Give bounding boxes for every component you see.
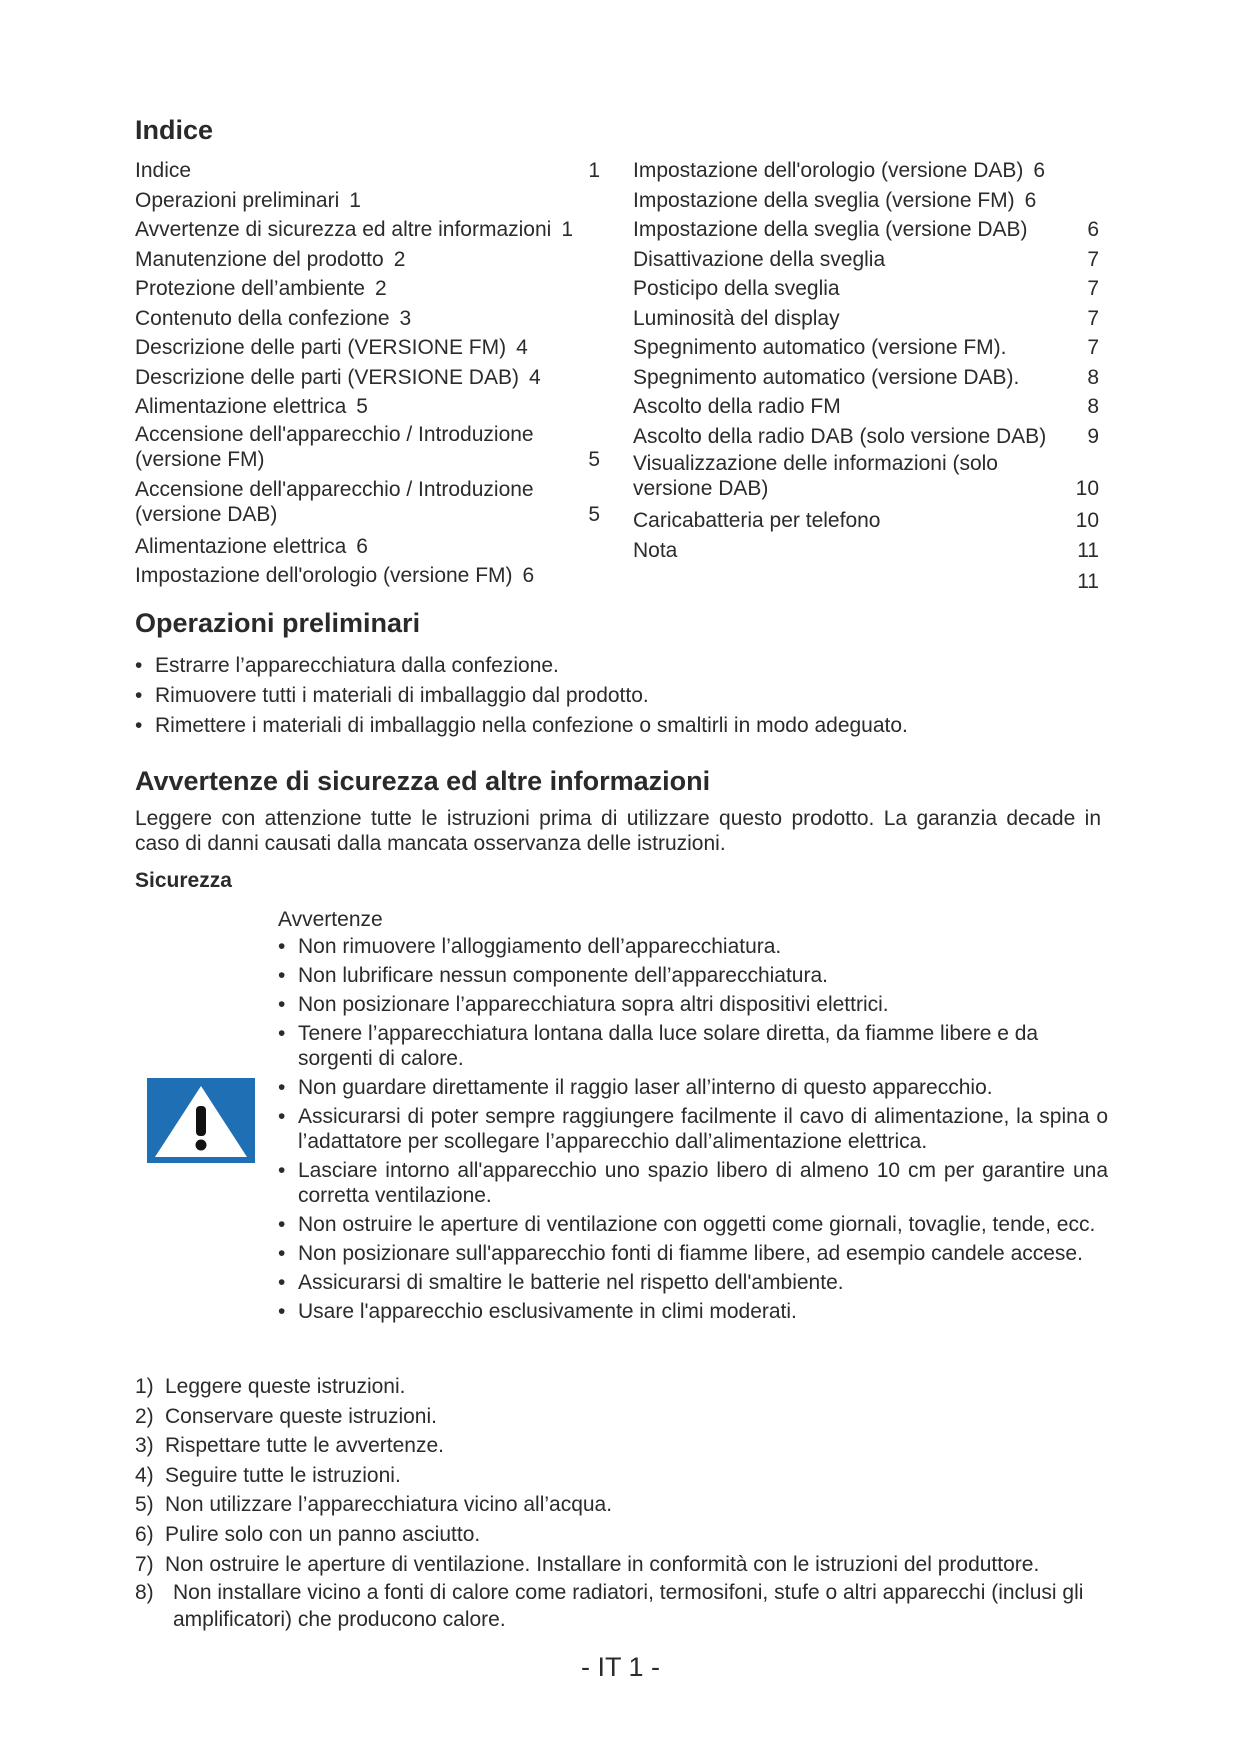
toc-entry-page: 4: [516, 336, 528, 359]
toc-entry-page: 1: [588, 159, 600, 182]
toc-entry-label: Visualizzazione delle informazioni (solo versione DAB): [633, 452, 998, 500]
instruction-number: 5): [135, 1493, 154, 1517]
instruction-item: [135, 1550, 1105, 1580]
toc-entry[interactable]: [135, 422, 600, 477]
warning-item: • Non ostruire le aperture di ventilazione con oggetti come giornali, tovaglie, tende, ecc.: [278, 1212, 1108, 1237]
toc-right-column: [633, 156, 1099, 593]
instruction-text: Pulire solo con un panno asciutto.: [165, 1522, 481, 1546]
warning-item: • Non posizionare l’apparecchiatura sopra altri dispositivi elettrici.: [278, 992, 1108, 1017]
toc-entry[interactable]: [135, 363, 600, 393]
toc-entry-page: 8: [1087, 395, 1099, 418]
toc-entry-page: 6: [1024, 188, 1037, 212]
toc-entry[interactable]: [135, 477, 600, 532]
toc-entry-page: 5: [588, 447, 600, 471]
toc-entry-label: Spegnimento automatico (versione DAB).: [633, 365, 1020, 389]
toc-entry-label: Operazioni preliminari: [135, 188, 340, 212]
toc-entry-page: 6: [1033, 159, 1046, 182]
prelim-item: • Rimuovere tutti i materiali di imballaggio dal prodotto.: [135, 681, 1095, 711]
toc-entry-label: Disattivazione della sveglia: [633, 247, 886, 271]
toc-entry-page: 1: [561, 218, 573, 241]
toc-entry-label: Avvertenze di sicurezza ed altre informazioni: [135, 218, 552, 241]
warning-item: • Usare l'apparecchio esclusivamente in climi moderati.: [278, 1299, 1108, 1324]
toc-entry[interactable]: [633, 536, 1099, 566]
toc-entry-page: 2: [393, 247, 406, 271]
prelim-item: • Rimettere i materiali di imballaggio nella confezione o smaltirli in modo adeguato.: [135, 711, 1095, 741]
instruction-text: Seguire tutte le istruzioni.: [165, 1463, 401, 1487]
instruction-item: [135, 1402, 1105, 1432]
warning-item: • Non lubrificare nessun componente dell’apparecchiatura.: [278, 963, 1108, 988]
page-number: - IT 1 -: [580, 1652, 660, 1682]
toc-entry-page: 3: [399, 306, 412, 330]
toc-entry-label: Nota: [633, 538, 678, 562]
prelim-item: • Estrarre l’apparecchiatura dalla confezione.: [135, 651, 1095, 681]
instruction-item: [135, 1461, 1105, 1491]
toc-entry[interactable]: [633, 186, 1099, 216]
instruction-text: Leggere queste istruzioni.: [165, 1375, 406, 1398]
toc-entry-label: Protezione dell’ambiente: [135, 277, 365, 300]
toc-entry[interactable]: [135, 245, 600, 275]
instruction-item: [135, 1490, 1105, 1520]
toc-entry[interactable]: [135, 215, 600, 245]
instruction-item: [135, 1431, 1105, 1461]
toc-entry-label: Accensione dell'apparecchio / Introduzione (versione FM): [135, 422, 534, 471]
instruction-number: 1): [135, 1375, 154, 1398]
toc-entry[interactable]: [633, 245, 1099, 275]
toc-entry[interactable]: [633, 304, 1099, 334]
instruction-text: Non ostruire le aperture di ventilazione. Installare in conformità con le istruzioni del produttore.: [165, 1552, 1040, 1576]
toc-entry-label: Impostazione dell'orologio (versione FM): [135, 564, 513, 587]
toc-entry[interactable]: [135, 304, 600, 334]
warning-item: • Tenere l’apparecchiatura lontana dalla luce solare diretta, da fiamme libere e da sorgenti di calore.: [278, 1021, 1108, 1071]
toc-entry[interactable]: [633, 215, 1099, 245]
safety-title: Avvertenze di sicurezza ed altre informazioni: [135, 766, 711, 796]
instruction-text: Rispettare tutte le avvertenze.: [165, 1434, 444, 1458]
warnings-list: [278, 934, 1108, 1324]
toc-entry-label: Posticipo della sveglia: [633, 277, 840, 300]
toc-entry[interactable]: [633, 333, 1099, 363]
toc-entry-label: Contenuto della confezione: [135, 306, 390, 330]
instructions-list: [135, 1372, 1105, 1633]
toc-entry[interactable]: [135, 156, 600, 186]
toc-entry[interactable]: [633, 274, 1099, 304]
warning-item: • Lasciare intorno all'apparecchio uno spazio libero di almeno 10 cm per garantire una corretta ventilazione.: [278, 1158, 1108, 1208]
safety-intro: Leggere con attenzione tutte le istruzioni prima di utilizzare questo prodotto. La garanzia decade in caso di danni causati dalla mancata osservanza delle istruzioni.: [135, 807, 1101, 855]
toc-entry-page: 4: [528, 365, 541, 389]
toc-entry-label: Alimentazione elettrica: [135, 534, 347, 558]
warning-item: • Non rimuovere l’alloggiamento dell’apparecchiatura.: [278, 934, 1108, 959]
toc-entry[interactable]: [135, 274, 600, 304]
toc-entry-label: Alimentazione elettrica: [135, 395, 347, 418]
toc-entry-label: Manutenzione del prodotto: [135, 247, 384, 271]
toc-entry-page: 6: [522, 564, 535, 587]
instruction-text: Conservare queste istruzioni.: [165, 1404, 437, 1428]
toc-entry-page: 7: [1087, 277, 1099, 300]
toc-entry-label: Luminosità del display: [633, 306, 840, 330]
toc-entry-label: Caricabatteria per telefono: [633, 509, 881, 532]
toc-entry-page: 6: [1087, 218, 1099, 241]
warning-item: • Non guardare direttamente il raggio laser all’interno di questo apparecchio.: [278, 1075, 1108, 1100]
toc-entry-label: Spegnimento automatico (versione FM).: [633, 336, 1007, 359]
toc-entry-label: Indice: [135, 159, 192, 182]
warning-item: • Assicurarsi di smaltire le batterie nel rispetto dell'ambiente.: [278, 1270, 1108, 1295]
toc-entry[interactable]: [633, 392, 1099, 422]
toc-entry-label: Impostazione della sveglia (versione DAB): [633, 218, 1028, 241]
instruction-item: [135, 1579, 1105, 1633]
instruction-number: 4): [135, 1463, 154, 1487]
warnings-block: [278, 905, 1108, 1328]
warning-item: • Assicurarsi di poter sempre raggiungere facilmente il cavo di alimentazione, la spina o l’adattatore per scollegare l’apparecchio dall’alimentazione elettrica.: [278, 1104, 1108, 1154]
toc-entry-label: Impostazione della sveglia (versione FM): [633, 188, 1015, 212]
toc-entry[interactable]: [633, 156, 1099, 186]
toc-entry-page: 2: [374, 277, 387, 300]
toc-entry[interactable]: [135, 561, 600, 591]
toc-left-column: [135, 156, 600, 591]
toc-entry-page: 6: [356, 534, 368, 558]
prelim-title: Operazioni preliminari: [135, 608, 421, 638]
warnings-title: Avvertenze: [278, 908, 383, 931]
instruction-number: 8): [135, 1581, 154, 1605]
toc-entry-page: 1: [349, 188, 361, 212]
toc-entry-page: 10: [1075, 509, 1099, 532]
toc-entry-page: 9: [1087, 424, 1099, 448]
toc-entry-page: 7: [1087, 247, 1099, 271]
instruction-number: 6): [135, 1522, 154, 1546]
toc-entry-page: 11: [1077, 570, 1099, 593]
toc-entry[interactable]: [633, 422, 1099, 452]
toc-entry-label: Descrizione delle parti (VERSIONE FM): [135, 336, 507, 359]
instruction-number: 3): [135, 1434, 154, 1458]
instruction-item: [135, 1520, 1105, 1550]
toc-entry[interactable]: [633, 451, 1099, 506]
toc-entry-page: 5: [356, 395, 368, 418]
toc-entry-page: 11: [1077, 538, 1099, 562]
instruction-text: Non utilizzare l’apparecchiatura vicino all’acqua.: [165, 1493, 613, 1517]
toc-entry-page: 10: [1075, 477, 1099, 500]
toc-entry-label: Impostazione dell'orologio (versione DAB): [633, 159, 1024, 182]
toc-entry-label: Accensione dell'apparecchio / Introduzione (versione DAB): [135, 477, 534, 526]
instruction-number: 7): [135, 1552, 154, 1576]
toc-entry-page: 7: [1087, 306, 1099, 330]
instruction-text: Non installare vicino a fonti di calore come radiatori, termosifoni, stufe o altri apparecchi (inclusi gli amplificatori) che producono calore.: [173, 1581, 1084, 1632]
toc-entry-label: Ascolto della radio FM: [633, 395, 841, 418]
instruction-number: 2): [135, 1404, 154, 1428]
toc-entry[interactable]: [135, 532, 600, 562]
warning-triangle-icon: [147, 1078, 255, 1163]
toc-entry-label: Descrizione delle parti (VERSIONE DAB): [135, 365, 519, 389]
instruction-item: [135, 1372, 1105, 1402]
toc-entry-page: 8: [1087, 365, 1099, 389]
toc-entry[interactable]: [135, 186, 600, 216]
prelim-list: [135, 651, 1095, 741]
toc-entry[interactable]: [135, 392, 600, 422]
toc-entry[interactable]: [633, 506, 1099, 536]
toc-entry-page: 7: [1087, 336, 1099, 359]
toc-entry[interactable]: [633, 363, 1099, 393]
toc-entry-page: 5: [588, 502, 600, 526]
safety-subtitle: Sicurezza: [135, 869, 232, 892]
toc-entry-label: Ascolto della radio DAB (solo versione DAB): [633, 424, 1047, 448]
toc-title: Indice: [135, 115, 214, 145]
warning-item: • Non posizionare sull'apparecchio fonti di fiamme libere, ad esempio candele accese.: [278, 1241, 1108, 1266]
toc-entry[interactable]: [135, 333, 600, 363]
